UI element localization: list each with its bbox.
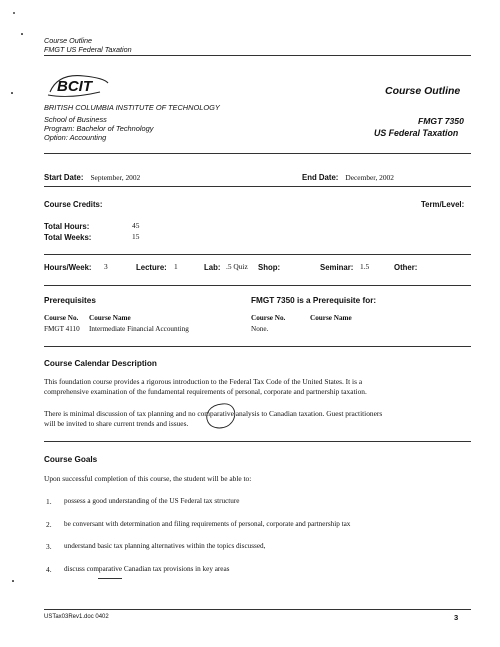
calendar-para1 bbox=[44, 377, 367, 397]
total-weeks-label: Total Weeks: bbox=[44, 233, 92, 242]
calendar-title: Course Calendar Description bbox=[44, 359, 157, 368]
goal-item-text: discuss comparative Canadian tax provisions in key areas bbox=[64, 565, 230, 573]
goal-item-number: 4. bbox=[46, 565, 52, 574]
handwritten-circle-annotation bbox=[200, 400, 240, 432]
bcit-logo-graphic bbox=[44, 70, 112, 100]
prereq-col-name: Course Name bbox=[89, 314, 131, 322]
course-name: US Federal Taxation bbox=[374, 128, 459, 138]
goal-item-text: understand basic tax planning alternatives within the topics discussed, bbox=[64, 542, 266, 550]
hours-rule bbox=[44, 285, 471, 286]
lecture-value: 1 bbox=[174, 262, 178, 271]
calendar-para2-line2: will be invited to share current trends and issues. bbox=[44, 419, 189, 428]
option-name: Option: Accounting bbox=[44, 133, 107, 142]
bcit-logo bbox=[44, 70, 112, 100]
calendar-para2-line1: There is minimal discussion of tax planning and no comparative analysis to Canadian taxation. Guest practitioners bbox=[44, 409, 383, 418]
prereq-rule bbox=[44, 346, 471, 347]
goals-title: Course Goals bbox=[44, 455, 98, 464]
scan-speck bbox=[13, 12, 15, 14]
goals-intro: Upon successful completion of this course, the student will be able to: bbox=[44, 474, 252, 483]
hours-week-label: Hours/Week: bbox=[44, 263, 92, 272]
footer-rule bbox=[44, 609, 471, 610]
school-name: School of Business bbox=[44, 115, 107, 124]
hours-row bbox=[44, 263, 474, 277]
start-date-value: September, 2002 bbox=[90, 173, 141, 182]
start-date-label: Start Date: bbox=[44, 173, 84, 182]
logo-text: BCIT bbox=[57, 78, 92, 95]
prerequisites-title: Prerequisites bbox=[44, 296, 96, 305]
seminar-label: Seminar: bbox=[320, 263, 354, 272]
calendar-para1-line2: comprehensive examination of the fundamental requirements of personal, corporate and partnership taxation. bbox=[44, 387, 367, 396]
total-hours-label: Total Hours: bbox=[44, 222, 90, 231]
dates-rule bbox=[44, 186, 471, 187]
credits-rule bbox=[44, 254, 471, 255]
header-rule bbox=[44, 55, 471, 56]
scan-speck bbox=[21, 33, 23, 35]
institution-block bbox=[44, 103, 220, 142]
footer-filename: USTax03Rev1.doc 0402 bbox=[44, 614, 109, 620]
end-date-label: End Date: bbox=[302, 173, 339, 182]
course-code: FMGT 7350 bbox=[418, 116, 464, 126]
term-level-label: Term/Level: bbox=[421, 200, 465, 209]
program-name: Program: Bachelor of Technology bbox=[44, 124, 154, 133]
calendar-para1-line1: This foundation course provides a rigorous introduction to the Federal Tax Code of the United States. It is a bbox=[44, 377, 363, 386]
prereq-for-title: FMGT 7350 is a Prerequisite for: bbox=[251, 296, 377, 305]
scan-speck bbox=[12, 580, 14, 582]
total-weeks-value: 15 bbox=[132, 232, 140, 241]
end-date-value: December, 2002 bbox=[345, 173, 394, 182]
other-label: Other: bbox=[394, 263, 418, 272]
lecture-label: Lecture: bbox=[136, 263, 167, 272]
title-rule bbox=[44, 153, 471, 154]
running-header bbox=[44, 36, 132, 54]
prereq-row-name: Intermediate Financial Accounting bbox=[89, 325, 189, 333]
prereq-row-no: FMGT 4110 bbox=[44, 325, 80, 333]
course-credits-label: Course Credits: bbox=[44, 200, 103, 209]
goal-item-number: 2. bbox=[46, 520, 52, 529]
total-hours-value: 45 bbox=[132, 221, 140, 230]
seminar-value: 1.5 bbox=[360, 262, 370, 271]
lab-value: .5 Quiz bbox=[226, 262, 248, 271]
prereq-for-value: None. bbox=[251, 325, 269, 333]
prereq-for-col-name: Course Name bbox=[310, 314, 352, 322]
page-number: 3 bbox=[454, 613, 459, 622]
shop-label: Shop: bbox=[258, 263, 281, 272]
prereq-for-col-no: Course No. bbox=[251, 314, 286, 322]
institution-name: BRITISH COLUMBIA INSTITUTE OF TECHNOLOGY bbox=[44, 103, 220, 112]
lab-label: Lab: bbox=[204, 263, 221, 272]
goal-item-text: be conversant with determination and filing requirements of personal, corporate and partnership tax bbox=[64, 520, 351, 528]
doc-title: Course Outline bbox=[385, 85, 461, 97]
scan-speck bbox=[11, 92, 13, 94]
running-header-line2: FMGT US Federal Taxation bbox=[44, 45, 132, 54]
calendar-rule bbox=[44, 441, 471, 442]
start-date bbox=[44, 167, 140, 185]
prereq-col-no: Course No. bbox=[44, 314, 79, 322]
hours-week-value: 3 bbox=[104, 262, 108, 271]
goal-item-number: 3. bbox=[46, 542, 52, 551]
goal-item-number: 1. bbox=[46, 497, 52, 506]
running-header-line1: Course Outline bbox=[44, 36, 92, 45]
goal-item-text: possess a good understanding of the US Federal tax structure bbox=[64, 497, 240, 505]
end-date bbox=[302, 167, 394, 185]
underline-mark bbox=[98, 578, 122, 579]
